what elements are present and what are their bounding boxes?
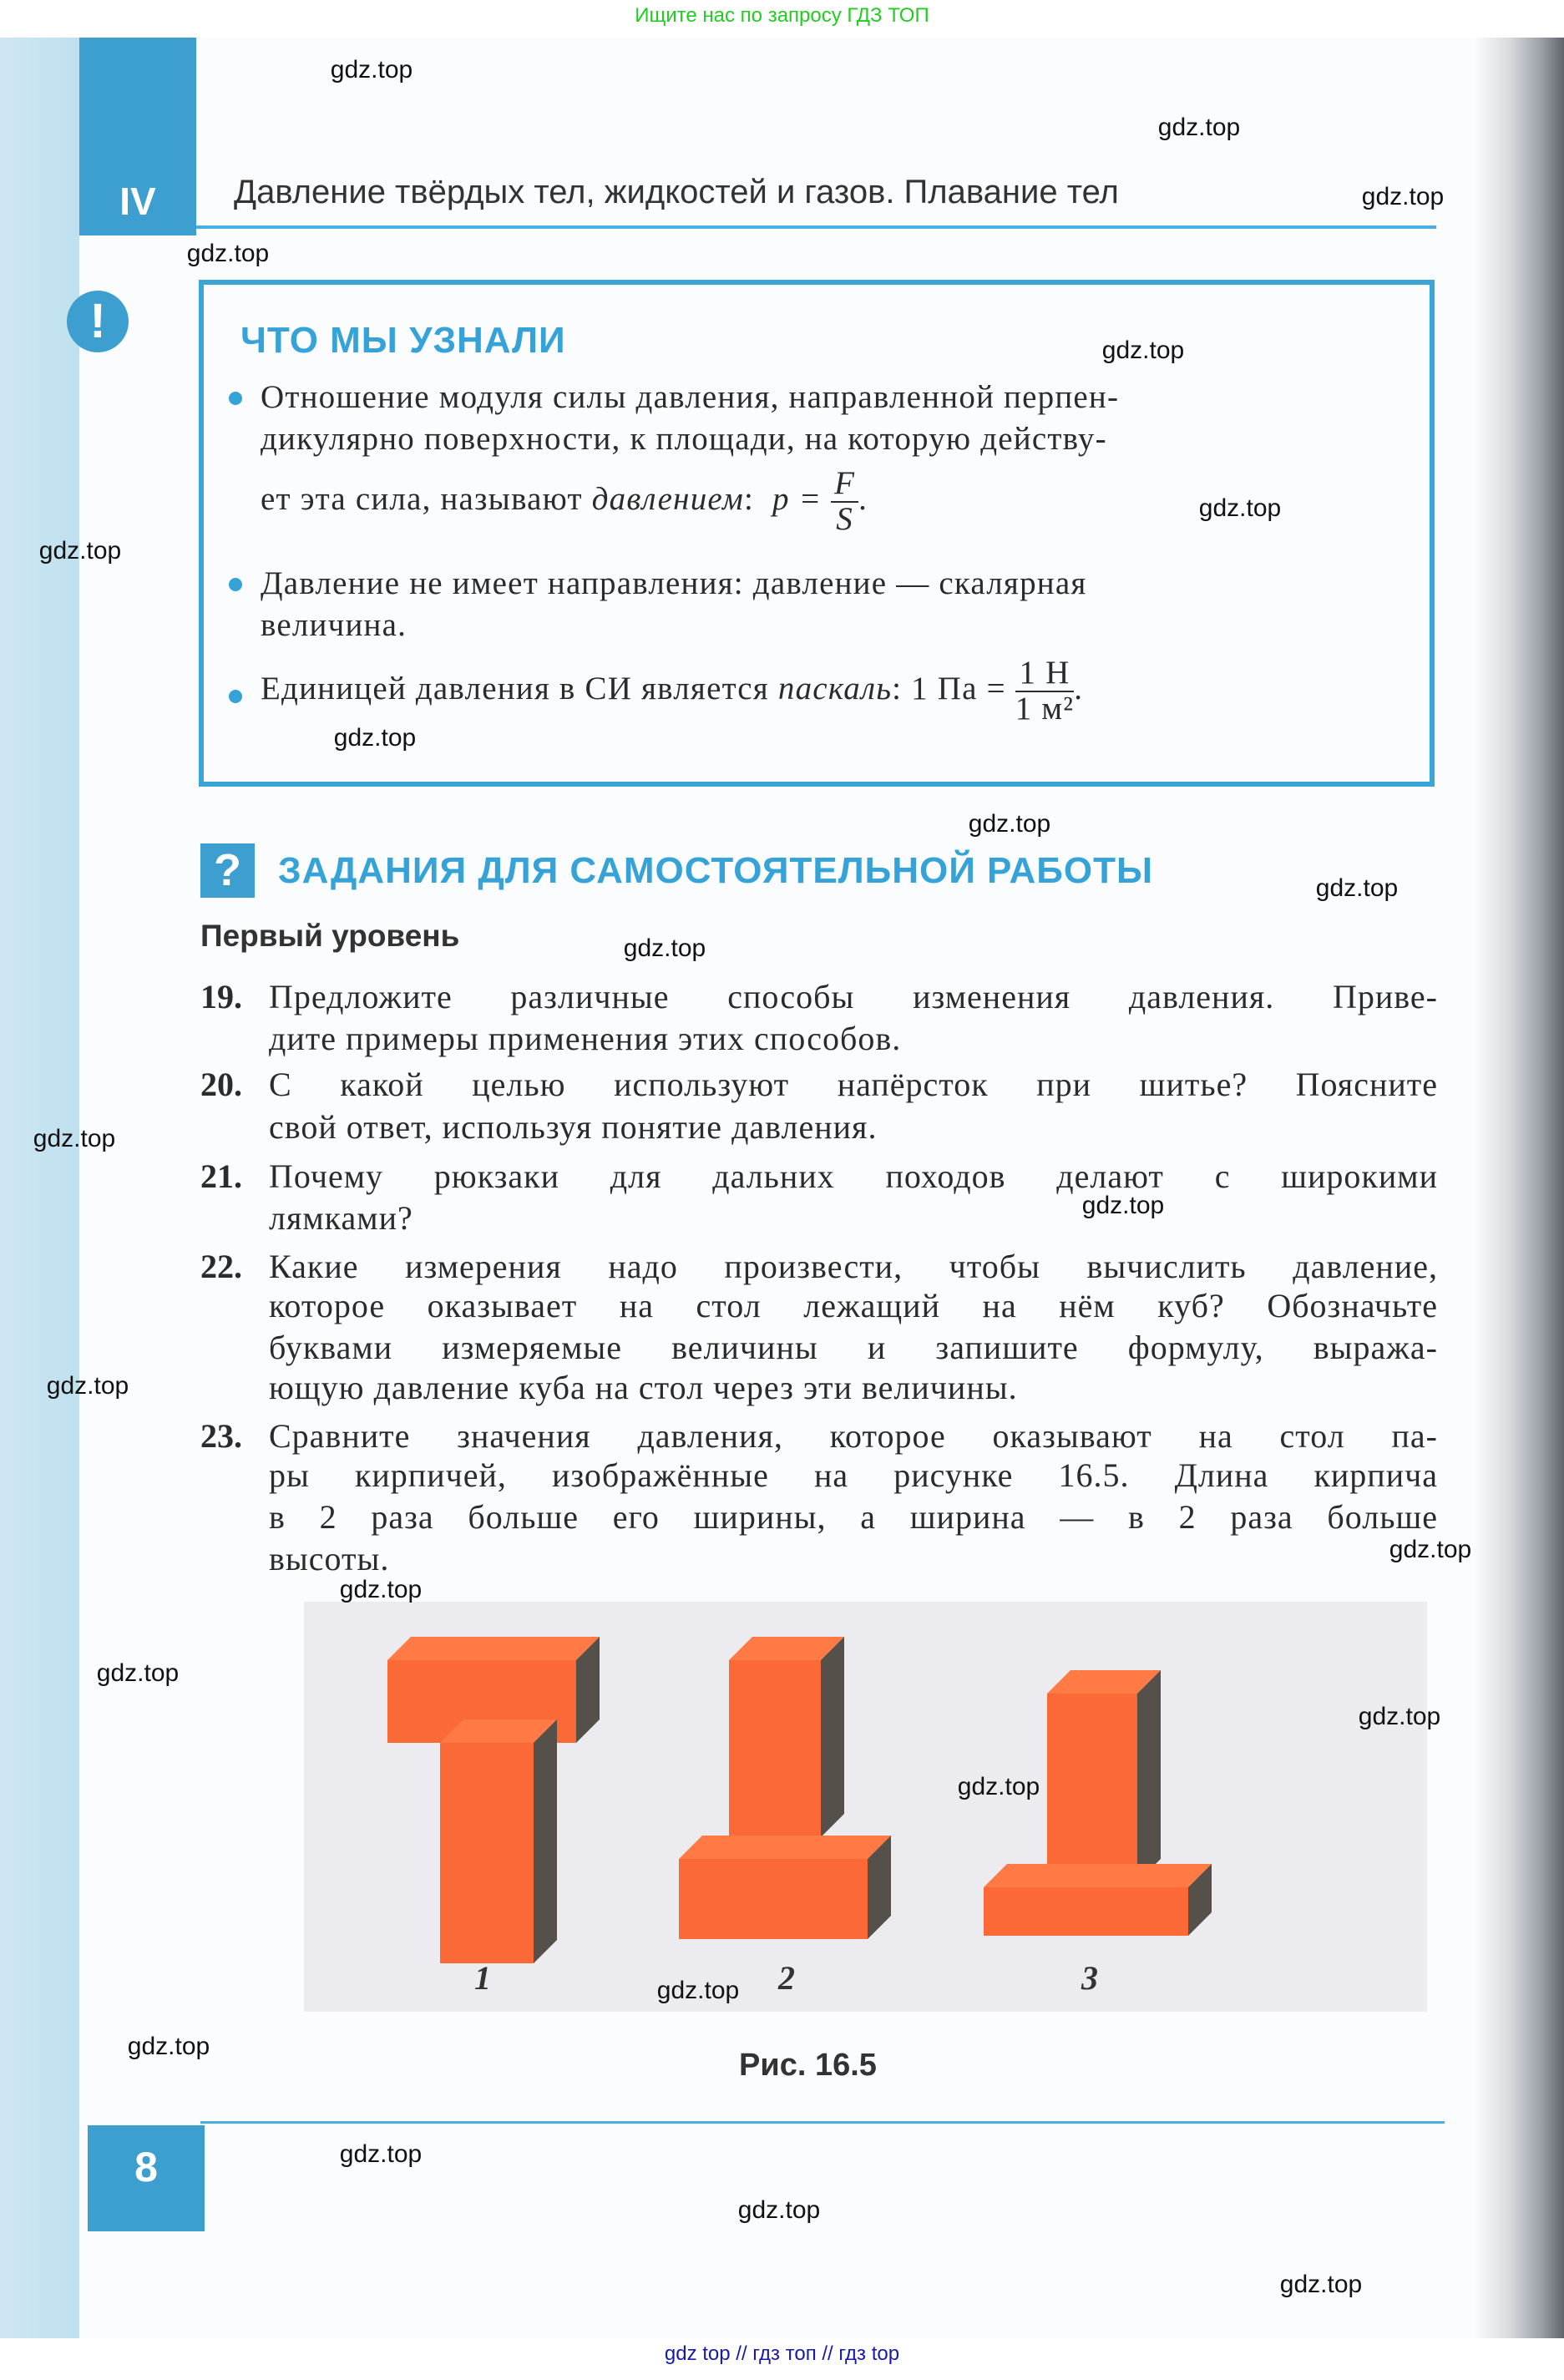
page-number: 8 <box>88 2125 205 2231</box>
summary-bullet-1 <box>261 378 1346 416</box>
bullet-text-line <box>261 467 1346 537</box>
numerator: F <box>831 467 858 503</box>
watermark: gdz.top <box>1358 1703 1441 1730</box>
question-icon: ? <box>200 843 255 898</box>
watermark: gdz.top <box>1157 114 1241 141</box>
task-text-line: Почему рюкзаки для дальних походов делают с широкими <box>269 1157 1438 1195</box>
watermark: gdz.top <box>737 2196 821 2224</box>
task-text-line: свой ответ, используя понятие давления. <box>269 1108 878 1146</box>
task-text-line: в 2 раза больше его ширины, а ширина — в 2 раза больше <box>269 1498 1438 1536</box>
watermark: gdz.top <box>656 1977 740 2004</box>
watermark: gdz.top <box>38 537 122 565</box>
bullet-text-line <box>261 420 1346 458</box>
formula-fraction <box>831 467 858 537</box>
watermark: gdz.top <box>968 810 1051 838</box>
formula-lhs: p = <box>772 480 822 517</box>
task-text-line: Предложите различные способы изменения давления. Приве- <box>269 978 1438 1015</box>
task-number: 19. <box>200 978 242 1015</box>
watermark: gdz.top <box>623 934 706 962</box>
level-heading: Первый уровень <box>200 919 460 953</box>
header-divider <box>196 225 1436 229</box>
watermark: gdz.top <box>33 1125 116 1152</box>
period: . <box>1074 670 1084 706</box>
watermark: gdz.top <box>186 240 270 267</box>
task-text-line: ры кирпичей, изображённые на рисунке 16.5. Длина кирпича <box>269 1456 1438 1494</box>
task-text-line: ющую давление куба на стол через эти величины. <box>269 1369 1018 1406</box>
brick-2-top <box>729 1660 821 1837</box>
period: . <box>858 480 868 517</box>
task-number: 21. <box>200 1157 242 1195</box>
page-edge-shadow <box>1474 38 1564 2338</box>
page-margin-strip <box>0 38 79 2338</box>
footer-links: gdz top // гдз топ // гдз top <box>664 2342 900 2365</box>
task-text-line: С какой целью используют напёрсток при шитье? Поясните <box>269 1066 1438 1103</box>
watermark: gdz.top <box>1389 1536 1472 1563</box>
watermark: gdz.top <box>339 2140 423 2168</box>
search-banner: Ищите нас по запросу ГДЗ ТОП <box>0 0 1564 38</box>
task-text-line: дите примеры применения этих способов. <box>269 1020 902 1057</box>
watermark: gdz.top <box>957 1773 1040 1800</box>
task-text-line: лямками? <box>269 1199 413 1237</box>
bullet-text-line <box>261 606 1346 644</box>
task-text-line: буквами измеряемые величины и запишите формулу, выража- <box>269 1329 1438 1366</box>
exclamation-icon: ! <box>67 291 129 352</box>
bullet-text: ет эта сила, называют <box>261 480 583 517</box>
unit-formula: : 1 Па = <box>892 670 1006 706</box>
denominator: 1 м² <box>1015 690 1075 727</box>
brick-3-top <box>1047 1694 1137 1882</box>
brick-1-bottom <box>440 1743 534 1963</box>
task-text-line: высоты. <box>269 1540 390 1577</box>
term-pascal: паскаль <box>777 670 893 706</box>
watermark: gdz.top <box>1101 337 1185 364</box>
bullet-icon <box>229 690 242 703</box>
summary-title: ЧТО МЫ УЗНАЛИ <box>240 320 566 361</box>
bullet-text: величина. <box>261 607 407 643</box>
bullet-text: Давление не имеет направления: давление — скалярная <box>261 565 1087 601</box>
summary-bullet-2 <box>261 565 1346 602</box>
summary-box <box>199 280 1435 787</box>
watermark: gdz.top <box>1081 1192 1165 1219</box>
watermark: gdz.top <box>330 56 413 84</box>
brick-3-bottom <box>984 1887 1188 1936</box>
bullet-text: дикулярно поверхности, к площади, на которую действу- <box>261 421 1107 457</box>
watermark: gdz.top <box>1361 183 1445 210</box>
figure-caption: Рис. 16.5 <box>739 2048 877 2083</box>
denominator: S <box>836 500 853 537</box>
numerator: 1 Н <box>1015 656 1074 692</box>
watermark: gdz.top <box>1315 874 1399 902</box>
bullet-text: Единицей давления в СИ является <box>261 670 769 706</box>
unit-fraction <box>1015 656 1074 727</box>
watermark: gdz.top <box>1279 2271 1363 2298</box>
figure-label-2: 2 <box>778 1959 795 1997</box>
bullet-icon <box>229 392 242 405</box>
figure-label-1: 1 <box>474 1959 491 1997</box>
term-pressure: давлением <box>591 480 745 517</box>
watermark: gdz.top <box>127 2033 210 2060</box>
tasks-title: ЗАДАНИЯ ДЛЯ САМОСТОЯТЕЛЬНОЙ РАБОТЫ <box>278 850 1154 891</box>
brick-2-bottom <box>679 1859 868 1939</box>
chapter-number: IV <box>119 180 156 223</box>
watermark: gdz.top <box>1198 494 1282 522</box>
figure-label-3: 3 <box>1081 1959 1098 1997</box>
task-text-line: которое оказывает на стол лежащий на нём куб? Обозначьте <box>269 1287 1438 1324</box>
bullet-icon <box>229 578 242 591</box>
watermark: gdz.top <box>339 1576 423 1603</box>
chapter-title: Давление твёрдых тел, жидкостей и газов. Плавание тел <box>234 174 1119 210</box>
task-text-line: Сравните значения давления, которое оказывают на стол па- <box>269 1417 1438 1455</box>
watermark: gdz.top <box>46 1372 129 1400</box>
chapter-tab <box>79 38 196 235</box>
colon: : <box>744 480 755 517</box>
task-number: 20. <box>200 1066 242 1103</box>
bullet-text: Отношение модуля силы давления, направленной перпен- <box>261 379 1120 415</box>
summary-bullet-3 <box>261 656 1346 727</box>
task-number: 22. <box>200 1248 242 1285</box>
watermark: gdz.top <box>96 1659 180 1687</box>
watermark: gdz.top <box>333 724 417 752</box>
footer-divider <box>200 2121 1445 2124</box>
task-number: 23. <box>200 1417 242 1455</box>
task-text-line: Какие измерения надо произвести, чтобы вычислить давление, <box>269 1248 1438 1285</box>
